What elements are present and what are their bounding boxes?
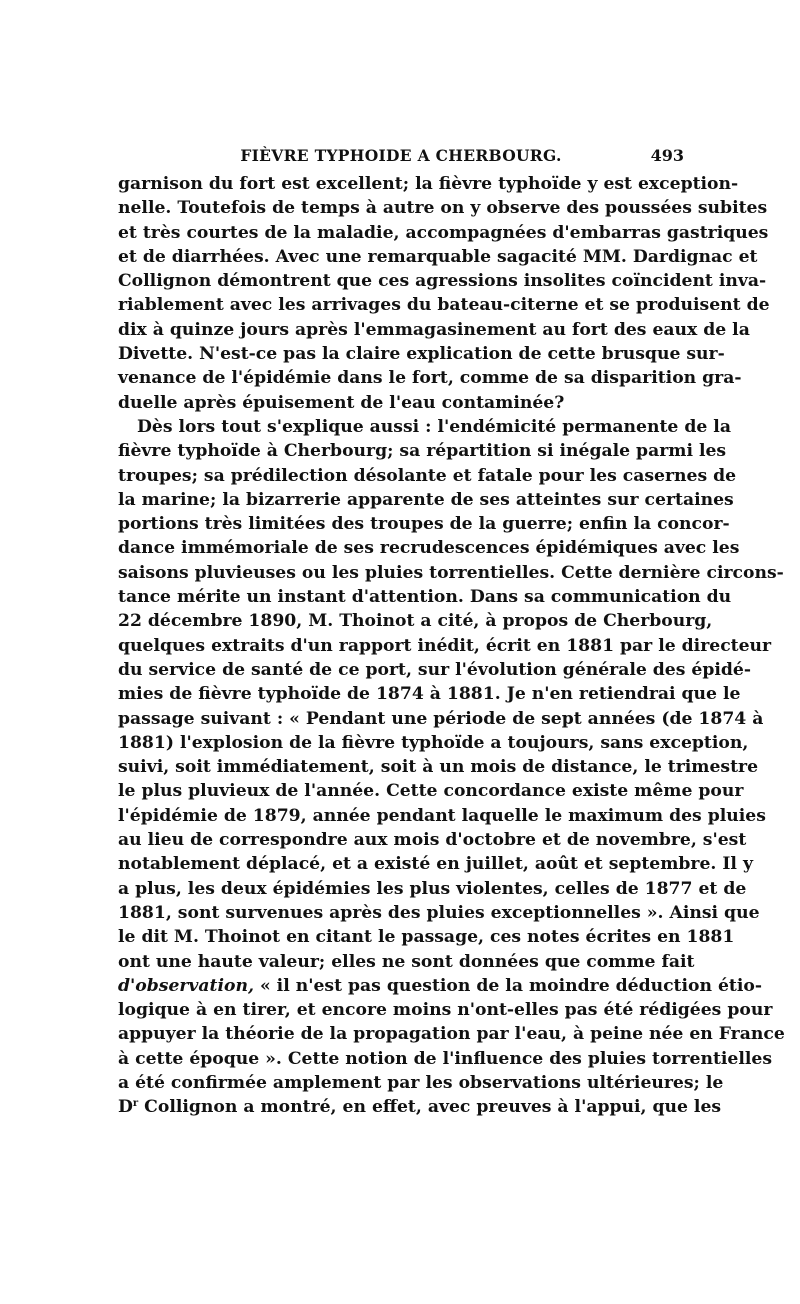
italic-term: d'observation, — [118, 975, 254, 996]
title-abbreviation: D — [118, 1097, 133, 1118]
superscript: r — [132, 1098, 139, 1110]
text-line: garnison du fort est excellent; la fièvre typhoïde y est exception- — [118, 174, 739, 194]
text-line: du service de santé de ce port, sur l'évolution générale des épidé- — [118, 659, 751, 680]
text-line-with-italic — [118, 974, 762, 998]
text-line-final — [118, 1095, 722, 1119]
text-line: le plus pluvieux de l'année. Cette concordance existe même pour — [118, 781, 744, 802]
text-line: dance immémoriale de ses recrudescences épidémiques avec les — [118, 538, 740, 559]
text-line: quelques extraits d'un rapport inédit, écrit en 1881 par le directeur — [118, 635, 772, 656]
text-line: notablement déplacé, et a existé en juillet, août et septembre. Il y — [118, 854, 753, 875]
text-line: logique à en tirer, et encore moins n'ont-elles pas été rédigées pour — [118, 1000, 773, 1021]
text-line: saisons pluvieuses ou les pluies torrentielles. Cette dernière circons- — [118, 562, 784, 583]
text-line: le dit M. Thoinot en citant le passage, ces notes écrites en 1881 — [118, 927, 735, 948]
text-line: Collignon démontrent que ces agressions insolites coïncident inva- — [118, 271, 767, 292]
text-line: portions très limitées des troupes de la guerre; enfin la concor- — [118, 514, 730, 535]
text-line: a plus, les deux épidémies les plus violentes, celles de 1877 et de — [118, 878, 747, 899]
text-line: passage suivant : « Pendant une période de sept années (de 1874 à — [118, 708, 764, 729]
text-line: riablement avec les arrivages du bateau-citerne et se produisent de — [118, 295, 770, 316]
text-line: à cette époque ». Cette notion de l'influence des pluies torrentielles — [118, 1048, 773, 1069]
running-title: FIÈVRE TYPHOIDE A CHERBOURG. — [240, 146, 562, 165]
text-line: Divette. N'est-ce pas la claire explication de cette brusque sur- — [118, 344, 725, 365]
text-line: troupes; sa prédilection désolante et fatale pour les casernes de — [118, 465, 737, 486]
text-line: la marine; la bizarrerie apparente de ses atteintes sur certaines — [118, 489, 734, 510]
text-line: ont une haute valeur; elles ne sont données que comme fait — [118, 951, 695, 972]
text-line: appuyer la théorie de la propagation par l'eau, à peine née en France — [118, 1024, 785, 1045]
page-number: 493 — [650, 146, 684, 165]
text-segment: « il n'est pas question de la moindre déduction étio- — [253, 975, 762, 996]
text-line: au lieu de correspondre aux mois d'octobre et de novembre, s'est — [118, 830, 747, 851]
body-text — [118, 172, 785, 1120]
text-line: 1881, sont survenues après des pluies exceptionnelles ». Ainsi que — [118, 902, 760, 923]
text-line: et de diarrhées. Avec une remarquable sagacité MM. Dardignac et — [118, 246, 758, 267]
text-line: et très courtes de la maladie, accompagnées d'embarras gastriques — [118, 222, 769, 243]
text-line: tance mérite un instant d'attention. Dans sa communication du — [118, 587, 732, 608]
text-line: venance de l'épidémie dans le fort, comme de sa disparition gra- — [118, 368, 742, 389]
text-line: a été confirmée amplement par les observations ultérieures; le — [118, 1072, 724, 1093]
text-line: dix à quinze jours après l'emmagasinement au fort des eaux de la — [118, 319, 750, 340]
page-header — [118, 146, 684, 170]
text-line: 1881) l'explosion de la fièvre typhoïde a toujours, sans exception, — [118, 732, 749, 753]
text-line: mies de fièvre typhoïde de 1874 à 1881. Je n'en retiendrai que le — [118, 684, 741, 705]
text-line: 22 décembre 1890, M. Thoinot a cité, à propos de Cherbourg, — [118, 611, 713, 632]
text-line: suivi, soit immédiatement, soit à un mois de distance, le trimestre — [118, 757, 759, 778]
text-line: nelle. Toutefois de temps à autre on y observe des poussées subites — [118, 198, 768, 219]
text-segment: Collignon a montré, en effet, avec preuves à l'appui, que les — [138, 1097, 722, 1118]
text-line: fièvre typhoïde à Cherbourg; sa répartition si inégale parmi les — [118, 441, 727, 462]
text-line: Dès lors tout s'explique aussi : l'endémicité permanente de la — [137, 416, 731, 437]
text-line: duelle après épuisement de l'eau contaminée? — [118, 392, 565, 413]
text-line: l'épidémie de 1879, année pendant laquelle le maximum des pluies — [118, 805, 766, 826]
